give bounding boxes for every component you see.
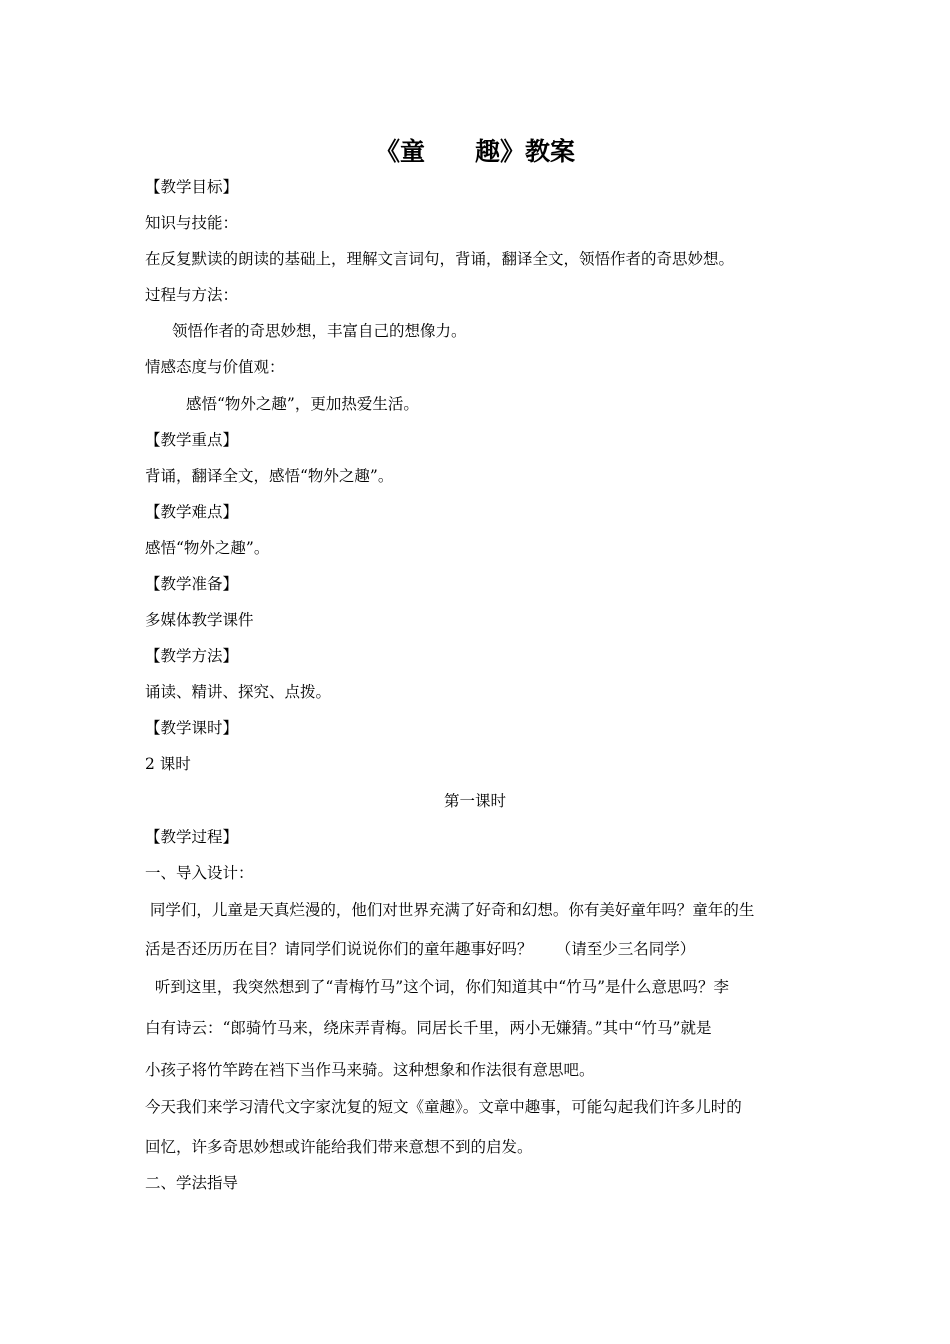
section-heading-methods: 【教学方法】 <box>145 647 239 665</box>
section-heading-class-hours: 【教学课时】 <box>145 719 239 737</box>
paragraph: 感悟“物外之趣”，更加热爱生活。 <box>186 395 419 413</box>
paragraph: 多媒体教学课件 <box>145 611 254 629</box>
section-heading-key-points: 【教学重点】 <box>145 431 239 449</box>
paragraph: 领悟作者的奇思妙想，丰富自己的想像力。 <box>172 322 467 340</box>
lesson-heading: 第一课时 <box>443 792 506 810</box>
subheading-process-methods: 过程与方法： <box>145 286 239 304</box>
paragraph: 听到这里，我突然想到了“青梅竹马”这个词，你们知道其中“竹马”是什么意思吗？李 <box>145 978 730 996</box>
section-heading-objectives: 【教学目标】 <box>145 178 239 196</box>
section-heading-difficulties: 【教学难点】 <box>145 503 239 521</box>
paragraph: 活是否还历历在目？请同学们说说你们的童年趣事好吗？ （请至少三名同学） <box>145 940 696 958</box>
paragraph: 同学们，儿童是天真烂漫的，他们对世界充满了好奇和幻想。你有美好童年吗？童年的生 <box>145 901 755 919</box>
subheading-study-guide: 二、学法指导 <box>145 1174 239 1192</box>
section-heading-preparation: 【教学准备】 <box>145 575 239 593</box>
paragraph: 回忆，许多奇思妙想或许能给我们带来意想不到的启发。 <box>145 1138 533 1156</box>
paragraph: 在反复默读的朗读的基础上，理解文言词句，背诵，翻译全文，领悟作者的奇思妙想。 <box>145 250 735 268</box>
subheading-emotion-values: 情感态度与价值观： <box>145 358 285 376</box>
paragraph: 小孩子将竹竿跨在裆下当作马来骑。这种想象和作法很有意思吧。 <box>145 1061 595 1079</box>
subheading-introduction: 一、导入设计： <box>145 864 254 882</box>
paragraph: 感悟“物外之趣”。 <box>145 539 270 557</box>
section-heading-process: 【教学过程】 <box>145 828 239 846</box>
paragraph: 今天我们来学习清代文字家沈复的短文《童趣》。文章中趣事，可能勾起我们许多儿时的 <box>145 1098 742 1116</box>
subheading-knowledge-skills: 知识与技能： <box>145 214 239 232</box>
paragraph: 诵读、精讲、探究、点拨。 <box>145 683 332 701</box>
paragraph: 白有诗云：“郎骑竹马来，绕床弄青梅。同居长千里，两小无嫌猜。”其中“竹马”就是 <box>145 1019 712 1037</box>
paragraph: 背诵，翻译全文，感悟“物外之趣”。 <box>145 467 394 485</box>
paragraph: 2 课时 <box>145 755 191 773</box>
document-title: 《童 趣》教案 <box>374 137 575 166</box>
